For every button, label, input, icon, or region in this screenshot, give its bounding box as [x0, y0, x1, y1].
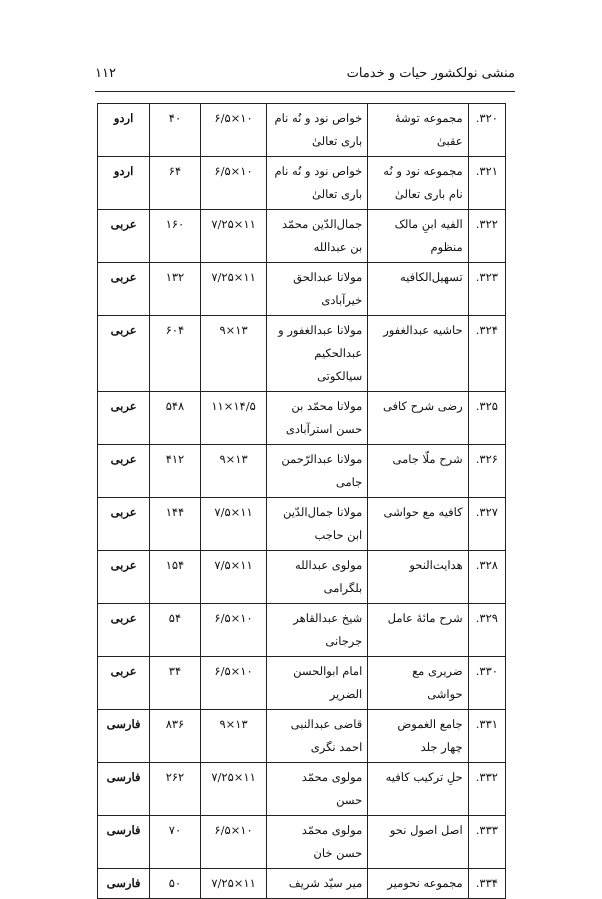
book-title: اصل اصول نحو	[368, 816, 468, 869]
book-author: شیخ عبدالقاهر جرجانی	[267, 604, 368, 657]
book-language: فارسی	[98, 869, 150, 899]
table-row	[98, 816, 506, 869]
book-author: قاضی عبدالنبی احمد نگری	[267, 710, 368, 763]
book-title: مجموعه نود و نُه نام باری تعالیٰ	[368, 157, 468, 210]
page-count: ۷۰	[150, 816, 201, 869]
page-count: ۵۴	[150, 604, 201, 657]
book-author: مولوی عبدالله بلگرامی	[267, 551, 368, 604]
page-count: ۱۵۴	[150, 551, 201, 604]
book-language: عربی	[98, 392, 150, 445]
book-title: جامع الغموض چهار جلد	[368, 710, 468, 763]
page-count: ۵۰	[150, 869, 201, 899]
book-title: هدایت‌النحو	[368, 551, 468, 604]
row-number: ۳۲۲.	[468, 210, 505, 263]
row-number: ۳۳۴.	[468, 869, 505, 899]
page-count: ۶۰۴	[150, 316, 201, 392]
book-size: ۱۰×۶/۵	[200, 157, 267, 210]
row-number: ۳۲۴.	[468, 316, 505, 392]
table-row	[98, 551, 506, 604]
book-title: الفیه ابنِ مالک منظوم	[368, 210, 468, 263]
book-author: امام ابوالحسن الضریر	[267, 657, 368, 710]
row-number: ۳۲۶.	[468, 445, 505, 498]
page-count: ۱۳۲	[150, 263, 201, 316]
row-number: ۳۳۱.	[468, 710, 505, 763]
table-row	[98, 263, 506, 316]
page-count: ۴۰	[150, 104, 201, 157]
book-title: رضی شرح کافی	[368, 392, 468, 445]
table-row	[98, 392, 506, 445]
page-count: ۴۱۲	[150, 445, 201, 498]
book-language: اردو	[98, 104, 150, 157]
table-row	[98, 104, 506, 157]
book-size: ۱۰×۶/۵	[200, 604, 267, 657]
book-title: حاشیه عبدالغفور	[368, 316, 468, 392]
book-author: مولوی محمّد حسن خان	[267, 816, 368, 869]
page-count: ۶۴	[150, 157, 201, 210]
page-count: ۸۳۶	[150, 710, 201, 763]
book-size: ۱۳×۹	[200, 316, 267, 392]
book-language: عربی	[98, 316, 150, 392]
book-title: شرح مائهٔ عامل	[368, 604, 468, 657]
table-row	[98, 498, 506, 551]
book-language: اردو	[98, 157, 150, 210]
book-title: مجموعه نحومیر	[368, 869, 468, 899]
row-number: ۳۳۲.	[468, 763, 505, 816]
row-number: ۳۳۳.	[468, 816, 505, 869]
running-header	[95, 66, 515, 88]
book-title: تسهیل‌الکافیه	[368, 263, 468, 316]
table-row	[98, 210, 506, 263]
book-language: عربی	[98, 210, 150, 263]
book-size: ۱۰×۶/۵	[200, 657, 267, 710]
book-title: کافیه مع حواشی	[368, 498, 468, 551]
book-size: ۱۰×۶/۵	[200, 816, 267, 869]
book-language: فارسی	[98, 763, 150, 816]
book-title: شرح ملّا جامی	[368, 445, 468, 498]
book-size: ۱۱×۷/۲۵	[200, 263, 267, 316]
books-table	[97, 103, 506, 899]
book-language: فارسی	[98, 816, 150, 869]
book-author: مولانا محمّد بن حسن استرآبادی	[267, 392, 368, 445]
row-number: ۳۲۰.	[468, 104, 505, 157]
book-author: مولانا عبدالحق خیرآبادی	[267, 263, 368, 316]
book-size: ۱۰×۶/۵	[200, 104, 267, 157]
book-author: مولانا جمال‌الدّین ابن حاجب	[267, 498, 368, 551]
row-number: ۳۲۷.	[468, 498, 505, 551]
page-count: ۱۴۴	[150, 498, 201, 551]
book-author: میر سیّد شریف	[267, 869, 368, 899]
table-row	[98, 157, 506, 210]
row-number: ۳۲۳.	[468, 263, 505, 316]
book-author: جمال‌الدّین محمّد بن عبدالله	[267, 210, 368, 263]
book-size: ۱۱×۷/۲۵	[200, 763, 267, 816]
page-count: ۲۶۲	[150, 763, 201, 816]
table-row	[98, 763, 506, 816]
book-language: عربی	[98, 445, 150, 498]
book-language: عربی	[98, 498, 150, 551]
page-count: ۳۴	[150, 657, 201, 710]
table-row	[98, 316, 506, 392]
page-number: ۱۱۲	[95, 66, 116, 81]
table-row	[98, 657, 506, 710]
book-size: ۱۱×۷/۵	[200, 498, 267, 551]
book-language: عربی	[98, 657, 150, 710]
header-rule	[95, 91, 515, 92]
book-language: فارسی	[98, 710, 150, 763]
table-row	[98, 869, 506, 899]
book-size: ۱۱×۷/۵	[200, 551, 267, 604]
row-number: ۳۳۰.	[468, 657, 505, 710]
book-author: مولوی محمّد حسن	[267, 763, 368, 816]
table-row	[98, 604, 506, 657]
book-author: مولانا عبدالغفور و عبدالحکیم سیالکوتی	[267, 316, 368, 392]
page-count: ۵۴۸	[150, 392, 201, 445]
page-count: ۱۶۰	[150, 210, 201, 263]
book-author: خواص نود و نُه نام باری تعالیٰ	[267, 157, 368, 210]
row-number: ۳۲۹.	[468, 604, 505, 657]
book-language: عربی	[98, 604, 150, 657]
book-title: مجموعه توشهٔ عقبیٰ	[368, 104, 468, 157]
book-author: مولانا عبدالرّحمن جامی	[267, 445, 368, 498]
table-row	[98, 710, 506, 763]
book-size: ۱۱×۷/۲۵	[200, 869, 267, 899]
row-number: ۳۲۵.	[468, 392, 505, 445]
book-language: عربی	[98, 263, 150, 316]
book-size: ۱۱×۷/۲۵	[200, 210, 267, 263]
book-size: ۱۴/۵×۱۱	[200, 392, 267, 445]
book-title: ضریری مع حواشی	[368, 657, 468, 710]
book-title: حلِ ترکیب کافیه	[368, 763, 468, 816]
book-size: ۱۳×۹	[200, 710, 267, 763]
book-language: عربی	[98, 551, 150, 604]
row-number: ۳۲۸.	[468, 551, 505, 604]
row-number: ۳۲۱.	[468, 157, 505, 210]
book-author: خواص نود و نُه نام باری تعالیٰ	[267, 104, 368, 157]
table-row	[98, 445, 506, 498]
header-title: منشی نولکشور حیات و خدمات	[346, 66, 515, 81]
book-size: ۱۳×۹	[200, 445, 267, 498]
